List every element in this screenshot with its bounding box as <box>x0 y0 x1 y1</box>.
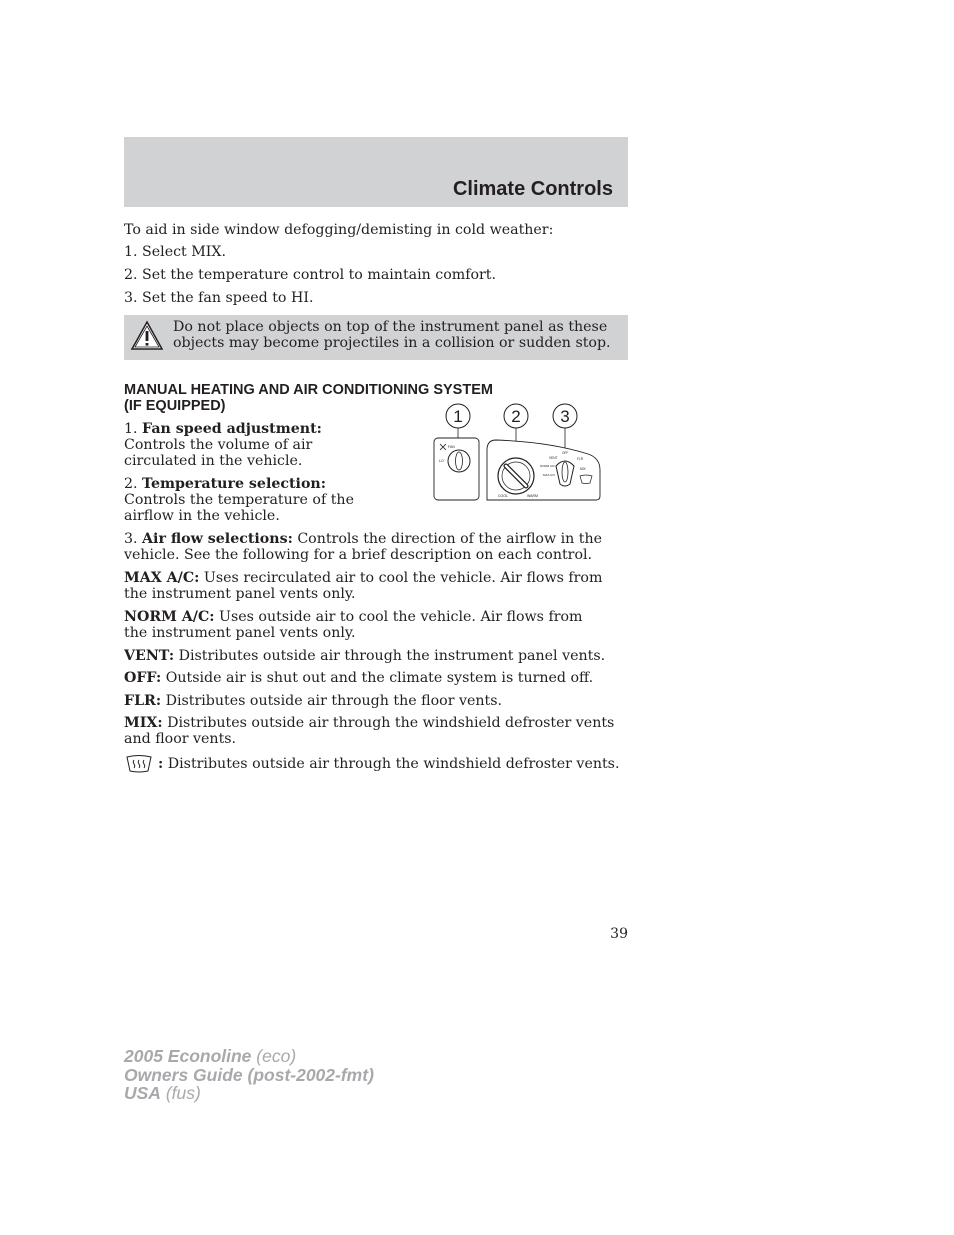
list-item: 3. Air flow selections: Controls the direction of the airflow in the vehicle. See the following for a brief description on each control. <box>124 531 603 563</box>
mode-item: VENT: Distributes outside air through the instrument panel vents. <box>124 648 606 664</box>
page-number: 39 <box>610 926 628 942</box>
svg-text:3: 3 <box>560 407 570 426</box>
section-title: MANUAL HEATING AND AIR CONDITIONING SYSTEM (IF EQUIPPED) <box>124 382 493 414</box>
footer: 2005 Econoline (eco) Owners Guide (post-2002-fmt) USA (fus) <box>124 1046 374 1103</box>
climate-control-diagram <box>430 400 602 504</box>
svg-text:FLR: FLR <box>577 457 584 461</box>
svg-text:NORM A/C: NORM A/C <box>540 464 555 468</box>
svg-text:COOL: COOL <box>498 494 508 498</box>
list-item: 1. Fan speed adjustment: Controls the volume of air circulated in the vehicle. <box>124 421 322 469</box>
temp-airflow-panel <box>487 440 600 500</box>
intro-step: 3. Set the fan speed to HI. <box>124 290 314 306</box>
mode-item: : Distributes outside air through the windshield defroster vents. <box>158 756 620 772</box>
svg-text:VENT: VENT <box>549 456 558 460</box>
mode-item: MIX: Distributes outside air through the windshield defroster vents and floor vents. <box>124 715 615 747</box>
header-band <box>124 137 628 207</box>
svg-text:MIX: MIX <box>580 467 586 471</box>
svg-text:FAN: FAN <box>448 445 455 449</box>
svg-text:WARM: WARM <box>527 494 538 498</box>
page-title: Climate Controls <box>452 178 613 200</box>
warning-text: Do not place objects on top of the instrument panel as these objects may become projectiles in a collision or sudden stop. <box>173 319 611 351</box>
mode-item: MAX A/C: Uses recirculated air to cool the vehicle. Air flows from the instrument panel vents only. <box>124 570 603 602</box>
svg-text:MAX A/C: MAX A/C <box>543 473 556 477</box>
svg-text:2: 2 <box>511 407 521 426</box>
svg-text:OFF: OFF <box>562 451 569 455</box>
windshield-defrost-icon <box>124 755 154 773</box>
warning-box <box>124 315 628 360</box>
warning-triangle-icon <box>130 320 164 352</box>
svg-text:LO: LO <box>439 459 444 463</box>
svg-text:1: 1 <box>453 407 463 426</box>
intro-lead: To aid in side window defogging/demisting in cold weather: <box>124 222 554 238</box>
intro-step: 1. Select MIX. <box>124 244 226 260</box>
mode-item: OFF: Outside air is shut out and the climate system is turned off. <box>124 670 594 686</box>
intro-step: 2. Set the temperature control to maintain comfort. <box>124 267 497 283</box>
mode-item: FLR: Distributes outside air through the floor vents. <box>124 693 503 709</box>
fan-control-panel <box>434 438 479 500</box>
list-item: 2. Temperature selection: Controls the temperature of the airflow in the vehicle. <box>124 476 354 524</box>
mode-item: NORM A/C: Uses outside air to cool the vehicle. Air flows from the instrument panel vents only. <box>124 609 583 641</box>
